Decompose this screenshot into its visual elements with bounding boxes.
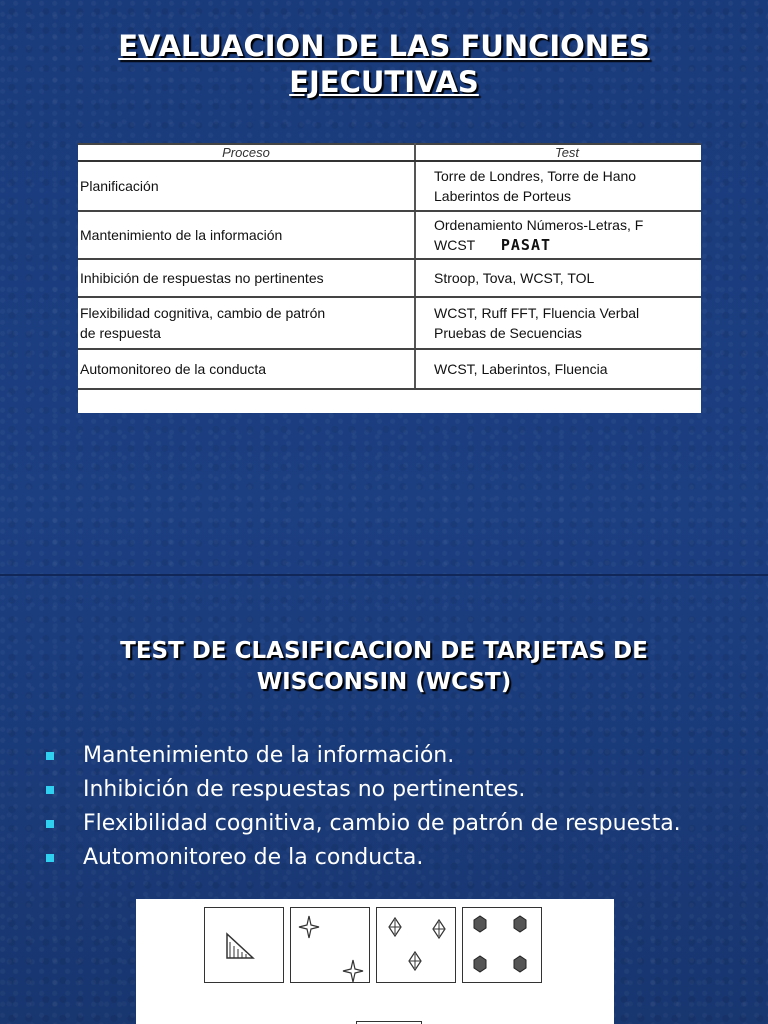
card-four-circles bbox=[462, 907, 542, 983]
square-bullet-icon bbox=[46, 786, 54, 794]
cell-proceso: Inhibición de respuestas no pertinentes bbox=[78, 259, 415, 297]
header-test: Test bbox=[415, 144, 701, 161]
triangle-icon bbox=[205, 908, 283, 982]
cell-proceso: Automonitoreo de la conducta bbox=[78, 349, 415, 389]
bullet-list bbox=[44, 739, 744, 875]
process-test-table bbox=[78, 143, 701, 390]
star-icon bbox=[291, 908, 369, 982]
slide-wcst bbox=[0, 576, 768, 1024]
cell-proceso: Flexibilidad cognitiva, cambio de patrón de respuesta bbox=[78, 297, 415, 349]
table-header-row bbox=[78, 144, 701, 161]
cell-test: WCST, Ruff FFT, Fluencia Verbal Pruebas de Secuencias bbox=[415, 297, 701, 349]
cell-proceso: Mantenimiento de la información bbox=[78, 211, 415, 259]
slide-title: EVALUACION DE LAS FUNCIONES EJECUTIVAS bbox=[118, 29, 650, 99]
list-item: Mantenimiento de la información. bbox=[44, 739, 744, 773]
cell-test: Stroop, Tova, WCST, TOL bbox=[415, 259, 701, 297]
table-row bbox=[78, 211, 701, 259]
table-row bbox=[78, 349, 701, 389]
list-item: Inhibición de respuestas no pertinentes. bbox=[44, 773, 744, 807]
wcst-cards-image bbox=[136, 899, 614, 1024]
header-proceso: Proceso bbox=[78, 144, 415, 161]
card-three-crosses bbox=[376, 907, 456, 983]
cell-proceso: Planificación bbox=[78, 161, 415, 211]
table-row bbox=[78, 161, 701, 211]
cell-test: Ordenamiento Números-Letras, F WCST PASAT bbox=[415, 211, 701, 259]
card-two-stars bbox=[290, 907, 370, 983]
card-one-triangle bbox=[204, 907, 284, 983]
circle-icon bbox=[463, 908, 541, 982]
table-row bbox=[78, 297, 701, 349]
cell-test: Torre de Londres, Torre de Hano Laberintos de Porteus bbox=[415, 161, 701, 211]
cell-test: WCST, Laberintos, Fluencia bbox=[415, 349, 701, 389]
square-bullet-icon bbox=[46, 854, 54, 862]
list-item: Automonitoreo de la conducta. bbox=[44, 841, 744, 875]
table-row bbox=[78, 259, 701, 297]
cross-icon bbox=[377, 908, 455, 982]
slide-title: TEST DE CLASIFICACION DE TARJETAS DE WISCONSIN (WCST) bbox=[120, 638, 648, 695]
square-bullet-icon bbox=[46, 820, 54, 828]
scanned-table-image bbox=[78, 143, 701, 413]
list-item: Flexibilidad cognitiva, cambio de patrón de respuesta. bbox=[44, 807, 744, 841]
square-bullet-icon bbox=[46, 752, 54, 760]
handwritten-note: PASAT bbox=[500, 236, 552, 254]
